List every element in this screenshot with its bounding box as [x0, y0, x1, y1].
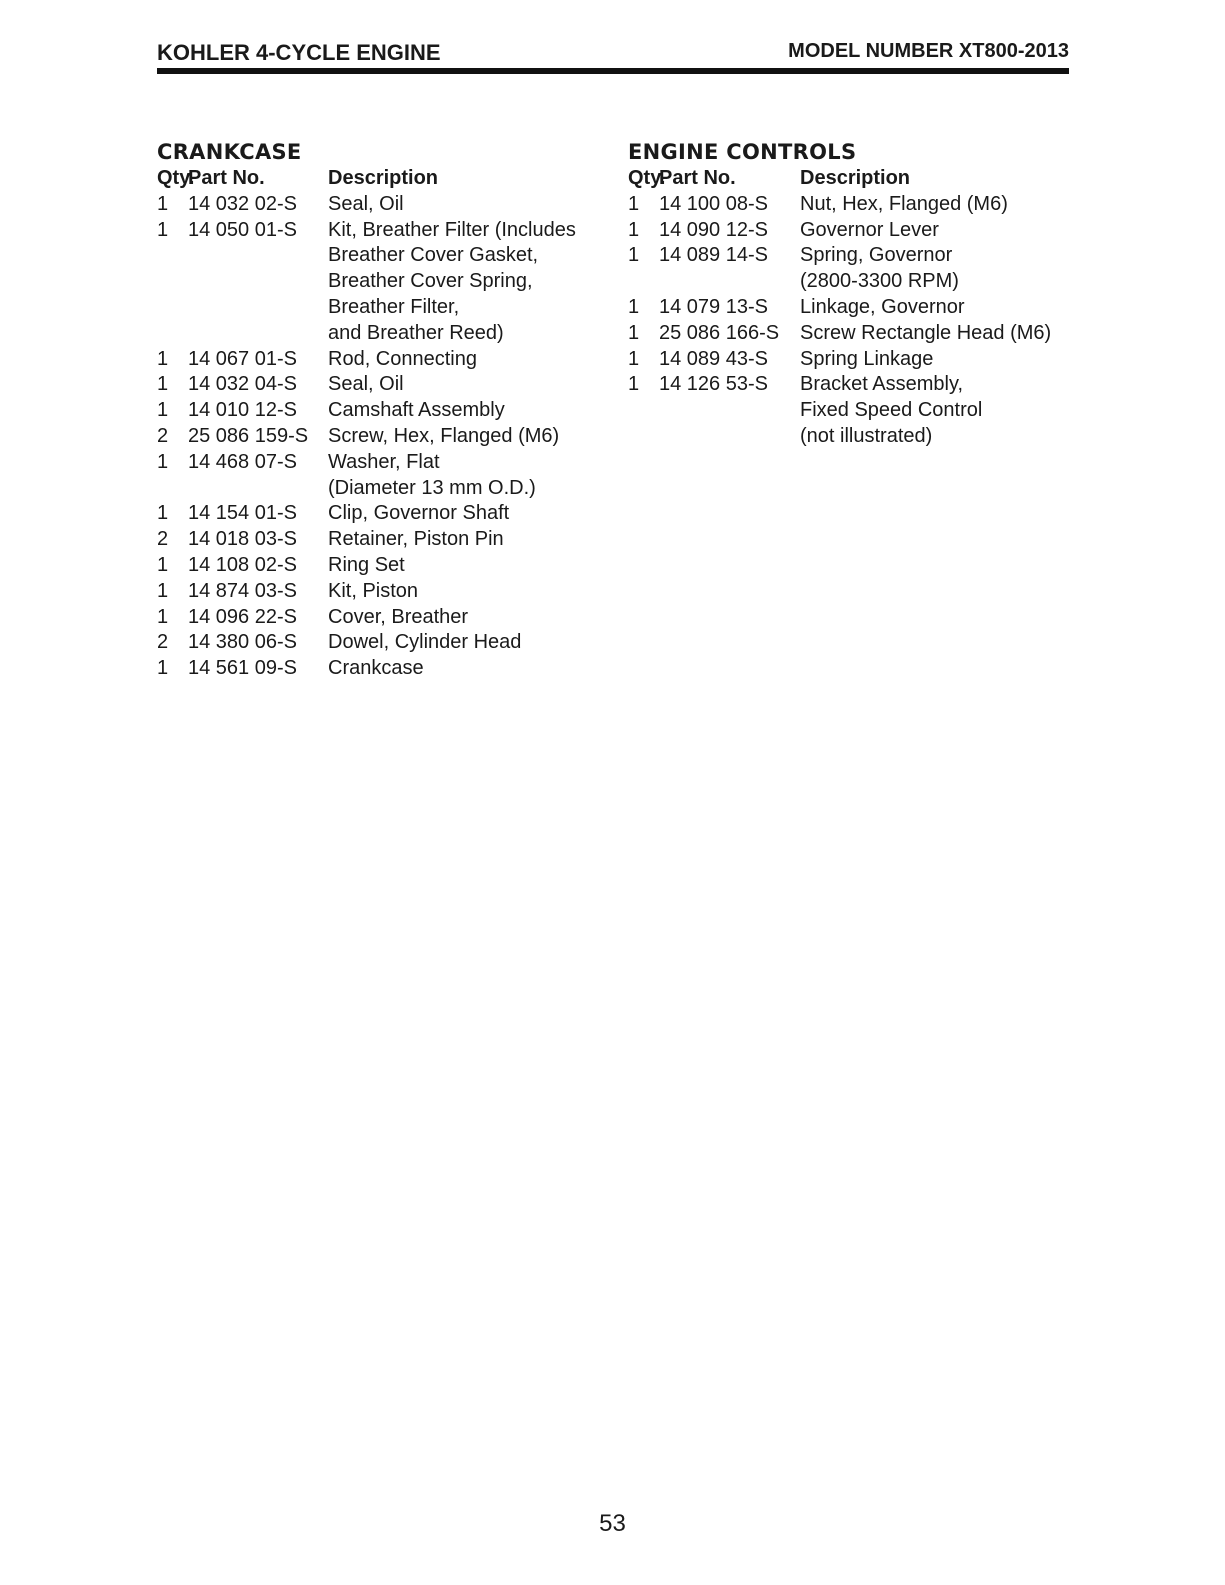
column-headers	[157, 166, 617, 192]
part-header: Part No.	[659, 167, 736, 189]
qty-cell: 1	[157, 192, 169, 215]
parts-row	[157, 269, 617, 295]
parts-row	[628, 424, 1068, 450]
part-number-cell: 14 108 02-S	[188, 553, 297, 576]
qty-cell: 1	[628, 347, 640, 370]
description-cell: Ring Set	[328, 553, 405, 576]
qty-cell	[157, 243, 188, 269]
part-number-cell: 14 050 01-S	[188, 218, 297, 241]
part-number-cell: 14 089 43-S	[659, 347, 768, 370]
parts-row	[157, 450, 617, 476]
section-title: ENGINE CONTROLS	[628, 140, 857, 164]
part-number-cell: 14 561 09-S	[188, 657, 297, 680]
parts-row	[157, 243, 617, 269]
description-cell: Dowel, Cylinder Head	[328, 631, 522, 654]
part-number-cell	[659, 269, 800, 295]
description-cell: Kit, Piston	[328, 579, 419, 602]
part-number-cell: 14 126 53-S	[659, 373, 768, 396]
part-number-cell: 25 086 166-S	[659, 321, 780, 344]
parts-row	[157, 218, 617, 244]
part-number-cell: 14 380 06-S	[188, 631, 297, 654]
engine-controls-section	[628, 138, 1068, 450]
parts-row	[157, 630, 617, 656]
parts-row	[157, 553, 617, 579]
qty-cell: 1	[628, 295, 640, 318]
qty-cell: 1	[157, 450, 169, 473]
qty-cell: 1	[157, 605, 169, 628]
description-cell: Breather Filter,	[328, 295, 460, 318]
description-cell: Clip, Governor Shaft	[328, 502, 510, 525]
part-number-cell: 14 874 03-S	[188, 579, 297, 602]
parts-row	[157, 501, 617, 527]
parts-row	[157, 347, 617, 373]
parts-row	[157, 424, 617, 450]
qty-cell	[157, 321, 188, 347]
qty-cell	[157, 295, 188, 321]
qty-header: Qty.	[628, 167, 666, 189]
description-cell: Screw, Hex, Flanged (M6)	[328, 424, 560, 447]
crankcase-section	[157, 138, 617, 682]
qty-cell: 1	[628, 373, 640, 396]
description-cell: Governor Lever	[800, 218, 939, 241]
qty-cell: 2	[157, 631, 169, 654]
parts-row	[628, 347, 1068, 373]
qty-header: Qty.	[157, 167, 195, 189]
parts-row	[628, 321, 1068, 347]
parts-row	[157, 321, 617, 347]
qty-cell	[157, 269, 188, 295]
part-number-cell	[188, 321, 328, 347]
model-number: MODEL NUMBER XT800-2013	[788, 40, 1069, 62]
part-number-cell: 14 100 08-S	[659, 192, 768, 215]
description-cell: Bracket Assembly,	[800, 373, 964, 396]
qty-cell: 1	[157, 502, 169, 525]
desc-header: Description	[328, 167, 439, 189]
part-number-cell: 14 010 12-S	[188, 399, 297, 422]
engine-title: KOHLER 4-CYCLE ENGINE	[157, 40, 441, 65]
part-number-cell	[188, 243, 328, 269]
qty-cell: 1	[628, 192, 640, 215]
qty-cell: 1	[628, 321, 640, 344]
parts-row	[628, 218, 1068, 244]
part-number-cell: 14 032 04-S	[188, 373, 297, 396]
page-header	[157, 40, 1069, 68]
parts-row	[157, 656, 617, 682]
qty-cell: 1	[628, 218, 640, 241]
description-cell: Breather Cover Spring,	[328, 270, 533, 293]
qty-cell: 1	[157, 347, 169, 370]
qty-cell: 1	[157, 373, 169, 396]
parts-row	[628, 295, 1068, 321]
page-number: 53	[599, 1510, 626, 1537]
parts-row	[628, 398, 1068, 424]
part-number-cell	[188, 476, 328, 502]
description-cell: Spring, Governor	[800, 244, 953, 267]
part-header: Part No.	[188, 167, 265, 189]
qty-cell	[157, 476, 188, 502]
qty-cell: 2	[157, 528, 169, 551]
part-number-cell: 14 096 22-S	[188, 605, 297, 628]
description-cell: Washer, Flat	[328, 450, 440, 473]
description-cell: Retainer, Piston Pin	[328, 528, 504, 551]
qty-cell: 1	[157, 579, 169, 602]
parts-row	[157, 398, 617, 424]
part-number-cell: 14 090 12-S	[659, 218, 768, 241]
description-cell: Fixed Speed Control	[800, 399, 983, 422]
parts-row	[157, 476, 617, 502]
parts-row	[628, 243, 1068, 269]
description-cell: Screw Rectangle Head (M6)	[800, 321, 1052, 344]
column-headers	[628, 166, 1068, 192]
parts-row	[157, 192, 617, 218]
parts-row	[157, 372, 617, 398]
qty-cell	[628, 269, 659, 295]
description-cell: Cover, Breather	[328, 605, 469, 628]
qty-cell: 1	[628, 244, 640, 267]
qty-cell	[628, 424, 659, 450]
part-number-cell	[659, 424, 800, 450]
part-number-cell	[659, 398, 800, 424]
description-cell: Crankcase	[328, 657, 424, 680]
description-cell: Camshaft Assembly	[328, 399, 505, 422]
part-number-cell: 14 089 14-S	[659, 244, 768, 267]
part-number-cell	[188, 269, 328, 295]
part-number-cell: 14 468 07-S	[188, 450, 297, 473]
part-number-cell: 14 067 01-S	[188, 347, 297, 370]
parts-row	[628, 269, 1068, 295]
part-number-cell: 14 032 02-S	[188, 192, 297, 215]
qty-cell: 1	[157, 553, 169, 576]
desc-header: Description	[800, 167, 911, 189]
description-cell: (Diameter 13 mm O.D.)	[328, 476, 536, 499]
part-number-cell: 25 086 159-S	[188, 424, 309, 447]
parts-row	[628, 372, 1068, 398]
parts-row	[157, 527, 617, 553]
description-cell: Spring Linkage	[800, 347, 934, 370]
description-cell: Linkage, Governor	[800, 295, 965, 318]
description-cell: (not illustrated)	[800, 424, 933, 447]
qty-cell: 1	[157, 399, 169, 422]
description-cell: Breather Cover Gasket,	[328, 244, 539, 267]
header-rule	[157, 68, 1069, 74]
parts-list	[157, 192, 617, 682]
qty-cell: 1	[157, 218, 169, 241]
parts-row	[157, 605, 617, 631]
description-cell: Seal, Oil	[328, 192, 404, 215]
qty-cell: 1	[157, 657, 169, 680]
section-title: CRANKCASE	[157, 140, 302, 164]
part-number-cell	[188, 295, 328, 321]
description-cell: Seal, Oil	[328, 373, 404, 396]
parts-row	[157, 295, 617, 321]
parts-row	[628, 192, 1068, 218]
description-cell: Rod, Connecting	[328, 347, 477, 370]
part-number-cell: 14 154 01-S	[188, 502, 297, 525]
description-cell: and Breather Reed)	[328, 321, 504, 344]
part-number-cell: 14 018 03-S	[188, 528, 297, 551]
qty-cell: 2	[157, 424, 169, 447]
description-cell: Kit, Breather Filter (Includes	[328, 218, 576, 241]
description-cell: (2800-3300 RPM)	[800, 270, 959, 293]
parts-list	[628, 192, 1068, 450]
description-cell: Nut, Hex, Flanged (M6)	[800, 192, 1008, 215]
qty-cell	[628, 398, 659, 424]
part-number-cell: 14 079 13-S	[659, 295, 768, 318]
parts-row	[157, 579, 617, 605]
